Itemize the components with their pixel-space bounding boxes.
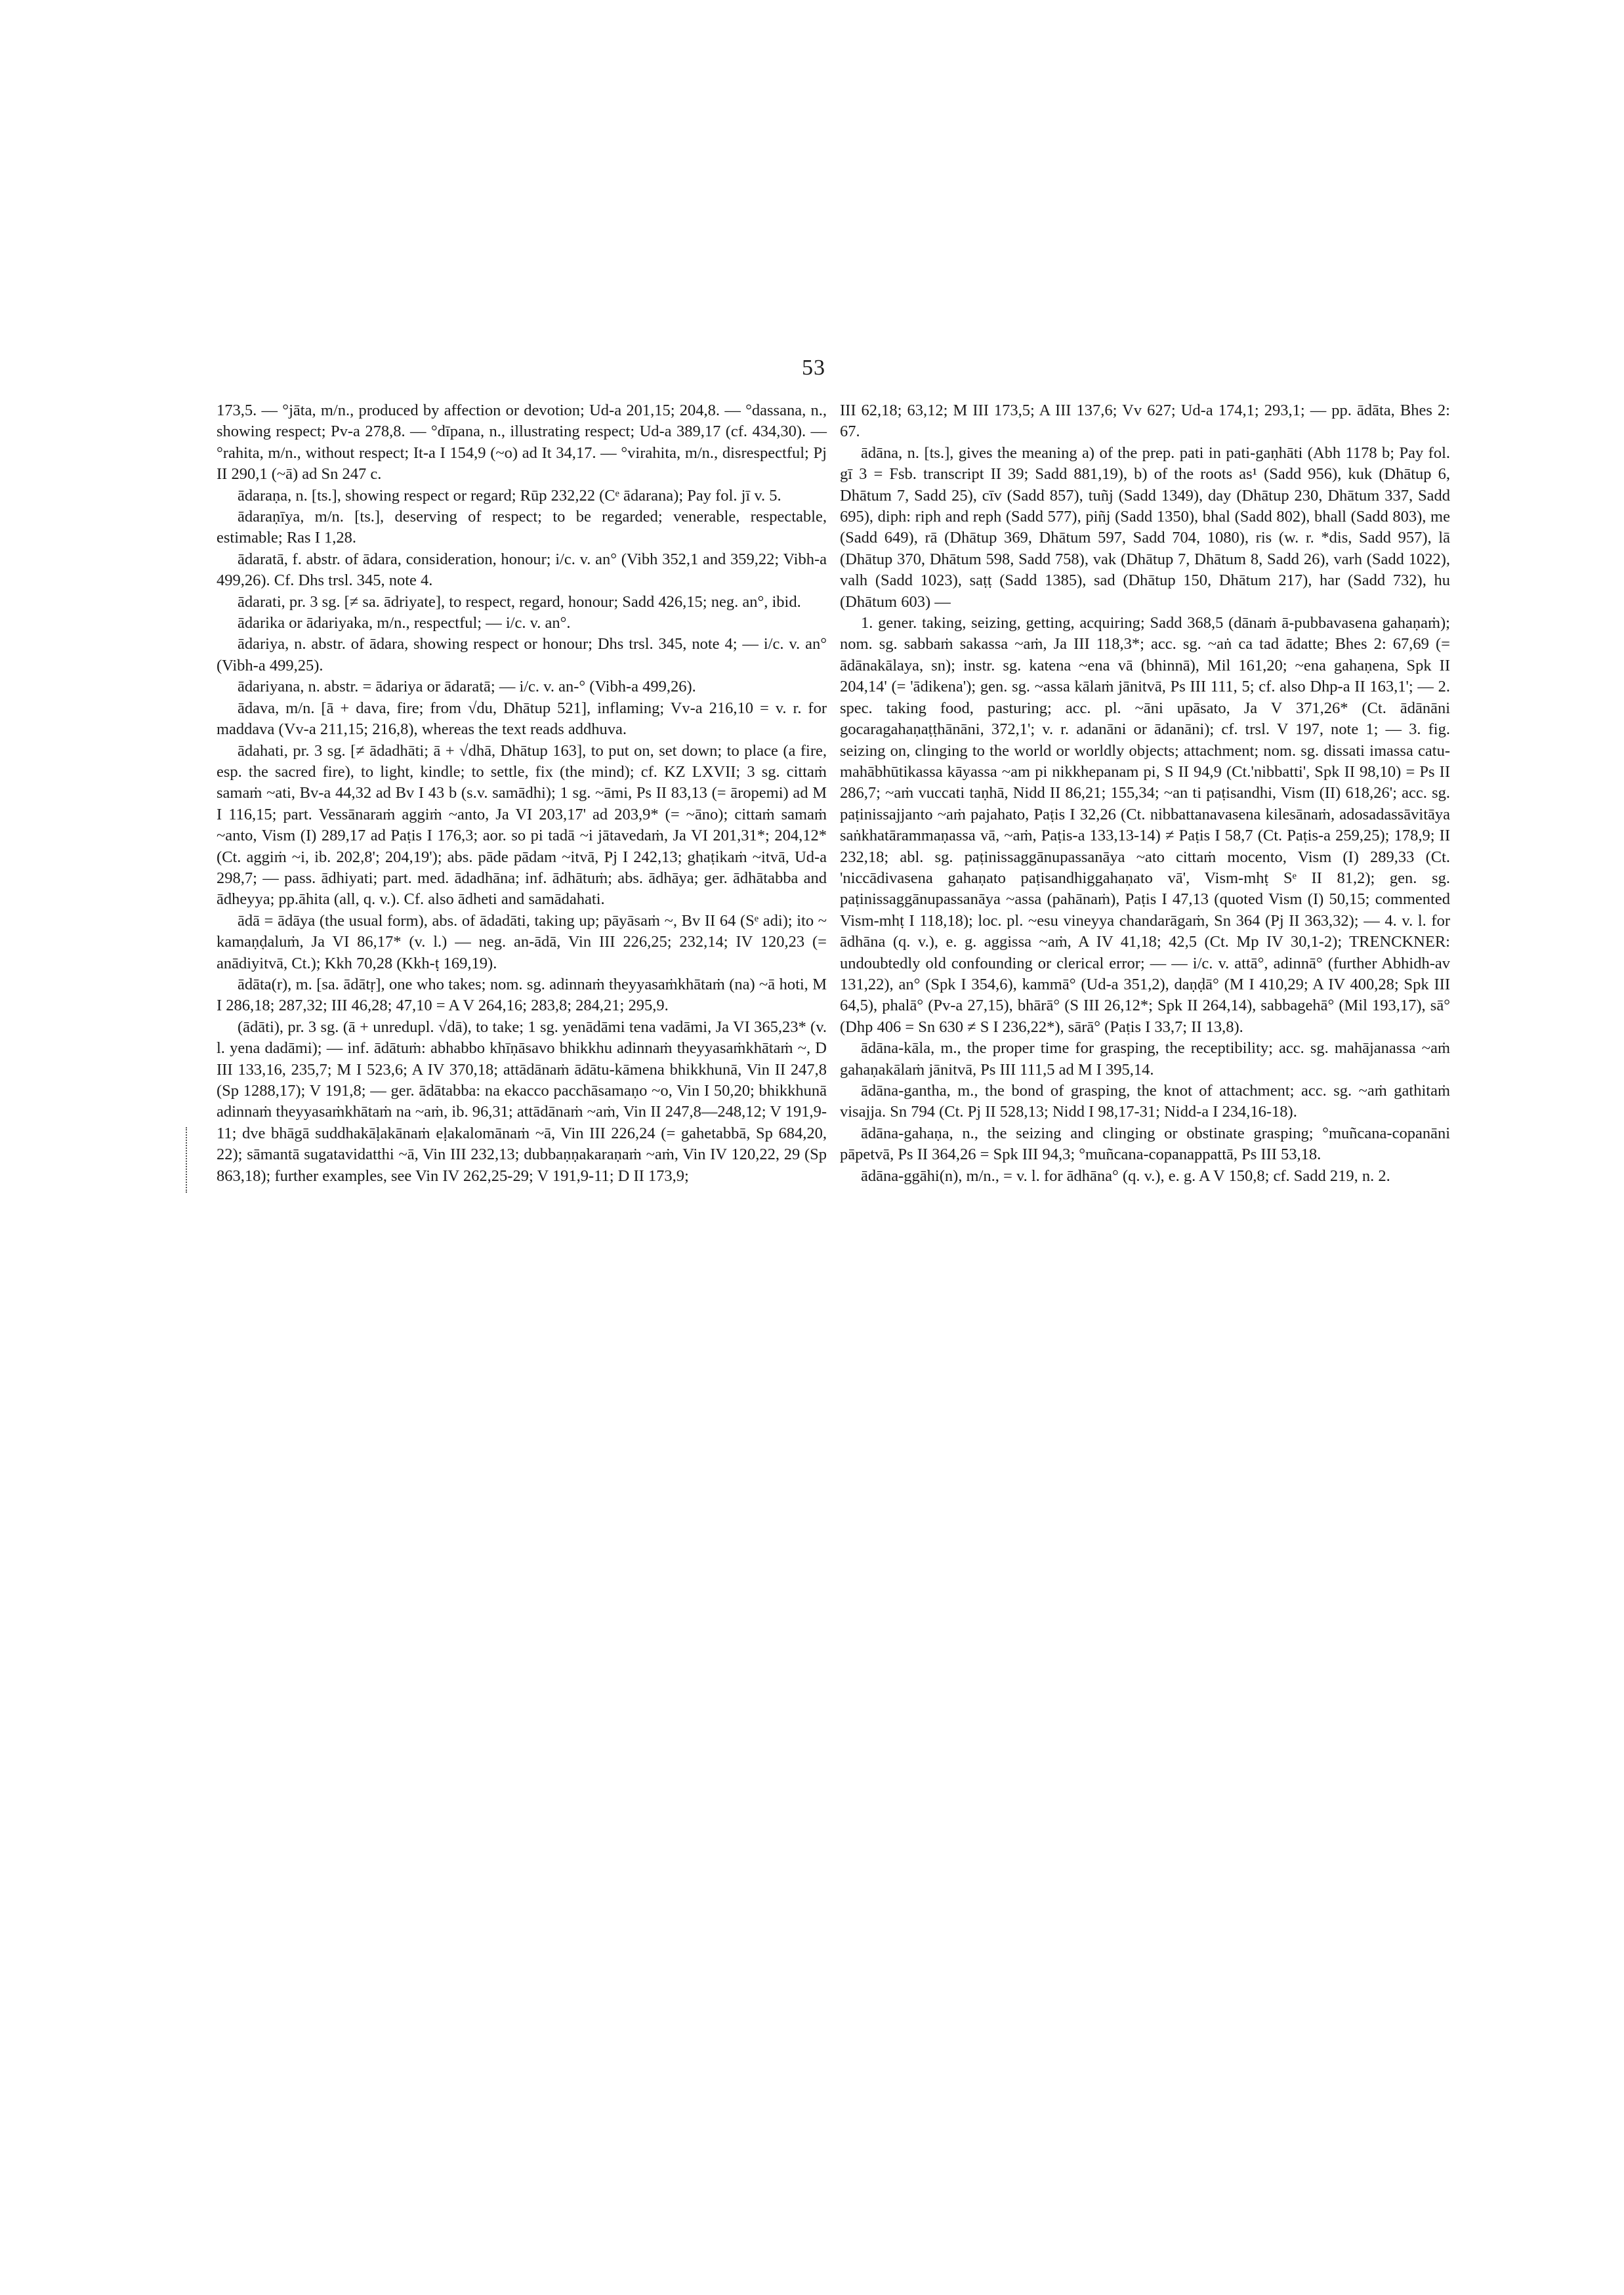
left-column [217, 400, 827, 1187]
right-column [840, 400, 1450, 1187]
dictionary-entry: ādāna, n. [ts.], gives the meaning a) of the prep. pati in pati-gaṇhāti (Abh 1178 b; Pay fol. gī 3 = Fsb. transcript II 39; Sadd 881,19), b) of the roots as¹ (Sadd 956), kuk (Dhātup 6, Dhātum 7, Sadd 25), cīv (Sadd 857), tuñj (Sadd 1349), day (Dhātup 230, Dhātum 337, Sadd 695), diph: riph and reph (Sadd 577), piñj (Sadd 1350), bhal (Sadd 802), bhall (Sadd 803), me (Sadd 649), rā (Dhātup 369, Dhātum 597, Sadd 704, 1080), ris (w. r. *dis, Sadd 957), lā (Dhātup 370, Dhātum 598, Sadd 758), vak (Dhātup 7, Dhātum 8, Sadd 26), varh (Sadd 1022), valh (Sadd 1023), saṭṭ (Sadd 1385), sad (Dhātup 150, Dhātum 217), har (Sadd 732), hu (Dhātum 603) — [840, 444, 1450, 611]
dictionary-entry: 173,5. — °jāta, m/n., produced by affection or devotion; Ud-a 201,15; 204,8. — °dassana, n., showing respect; Pv-a 278,8. — °dīpana, n., illustrating respect; Ud-a 389,17 (cf. 434,30). — °rahita, m/n., without respect; It-a I 154,9 (~o) ad It 34,17. — °virahita, m/n., disrespectful; Pj II 290,1 (~ā) ad Sn 247 c. [217, 402, 827, 484]
dictionary-entry: ādaratā, f. abstr. of ādara, consideration, honour; i/c. v. an° (Vibh 352,1 and 359,22; Vibh-a 499,26). Cf. Dhs trsl. 345, note 4. [217, 550, 827, 590]
dictionary-entry: ādāna-ggāhi(n), m/n., = v. l. for ādhāna° (q. v.), e. g. A V 150,8; cf. Sadd 219, n. 2. [861, 1167, 1390, 1185]
dictionary-entry: ādā = ādāya (the usual form), abs. of ādadāti, taking up; pāyāsaṁ ~, Bv II 64 (Sᵉ adi); ito ~ kamaṇḍaluṁ, Ja VI 86,17* (v. l.) — neg. an-ādā, Vin III 226,25; 232,14; IV 120,23 (= anādiyitvā, Ct.); Kkh 70,28 (Kkh-ṭ 169,19). [217, 911, 827, 972]
dictionary-entry: ādariya, n. abstr. of ādara, showing respect or honour; Dhs trsl. 345, note 4; — i/c. v. an° (Vibh-a 499,25). [217, 635, 827, 674]
margin-mark [186, 1127, 190, 1193]
dictionary-entry: ādarika or ādariyaka, m/n., respectful; — i/c. v. an°. [238, 614, 571, 632]
dictionary-entry: ādāna-gantha, m., the bond of grasping, the knot of attachment; acc. sg. ~aṁ gathitaṁ visajja. Sn 794 (Ct. Pj II 528,13; Nidd I 98,17-31; Nidd-a I 234,16-18). [840, 1082, 1450, 1121]
dictionary-entry: ādāna-gahaṇa, n., the seizing and clinging or obstinate grasping; °muñcana-copanāni pāpetvā, Ps II 364,26 = Spk III 94,3; °muñcana-copanappattā, Ps III 53,18. [840, 1124, 1450, 1164]
dictionary-entry: III 62,18; 63,12; M III 173,5; A III 137,6; Vv 627; Ud-a 174,1; 293,1; — pp. ādāta, Bhes 2: 67. [840, 402, 1450, 441]
dictionary-entry: ādaraṇa, n. [ts.], showing respect or regard; Rūp 232,22 (Cᵉ ādarana); Pay fol. jī v. 5. [238, 486, 781, 505]
dictionary-entry: ādāna-kāla, m., the proper time for grasping, the receptibility; acc. sg. mahājanassa ~aṁ gahaṇakālaṁ jānitvā, Ps III 111,5 ad M I 395,14. [840, 1039, 1450, 1079]
page-number: 53 [802, 356, 825, 380]
dictionary-entry: ādariyana, n. abstr. = ādariya or ādaratā; — i/c. v. an-° (Vibh-a 499,26). [238, 678, 696, 696]
dictionary-entry: (ādāti), pr. 3 sg. (ā + unredupl. √dā), to take; 1 sg. yenādāmi tena vadāmi, Ja VI 365,23* (v. l. yena dadāmi); — inf. ādātuṁ: abhabbo khīṇāsavo bhikkhu adinnaṁ theyyasaṁkhātaṁ ~, D III 133,16, 235,7; M I 523,6; A IV 370,18; attādānaṁ ādātu-kāmena bhikkhunā, Vin II 247,8 (Sp 1288,17); V 191,8; — ger. ādātabba: na ekacco pacchāsamaṇo ~o, Vin I 50,20; bhikkhunā adinnaṁ theyyasaṁkhātaṁ na ~aṁ, ib. 96,31; attādānaṁ ~aṁ, Vin II 247,8—248,12; V 191,9-11; dve bhāgā suddhakāḷakānaṁ eḷakalomānaṁ ~ā, Vin III 226,24 (= gahetabbā, Sp 684,20, 22); sāmantā sugatavidatthi ~ā, Vin III 232,13; dubbaṇṇakaraṇaṁ ~aṁ, Vin IV 120,22, 29 (Sp 863,18); further examples, see Vin IV 262,25-29; V 191,9-11; D II 173,9; [217, 1018, 827, 1185]
dictionary-entry: ādarati, pr. 3 sg. [≠ sa. ādriyate], to respect, regard, honour; Sadd 426,15; neg. an°, ibid. [238, 592, 801, 611]
dictionary-entry: ādāta(r), m. [sa. ādātṛ], one who takes; nom. sg. adinnaṁ theyyasaṁkhātaṁ (na) ~ā hoti, M I 286,18; 287,32; III 46,28; 47,10 = A V 264,16; 283,8; 284,21; 295,9. [217, 975, 827, 1015]
dictionary-entry: ādaraṇīya, m/n. [ts.], deserving of respect; to be regarded; venerable, respectable, estimable; Ras I 1,28. [217, 508, 827, 547]
dictionary-entry: ādahati, pr. 3 sg. [≠ ādadhāti; ā + √dhā, Dhātup 163], to put on, set down; to place (a fire, esp. the sacred fire), to light, kindle; to settle, fix (the mind); cf. KZ LXVII; 3 sg. cittaṁ samaṁ ~ati, Bv-a 44,32 ad Bv I 43 b (s.v. samādhi); 1 sg. ~āmi, Ps II 83,13 (= āropemi) ad M I 116,15; part. Vessānaraṁ aggiṁ ~anto, Ja VI 203,17' ad 203,9* (= ~āno); cittaṁ samaṁ ~anto, Vism (I) 289,17 ad Paṭis I 176,3; aor. so pi tadā ~i jātavedaṁ, Ja VI 201,31*; 204,12* (Ct. aggiṁ ~i, ib. 202,8'; 204,19'); abs. pāde pādam ~itvā, Pj I 242,13; ghaṭikaṁ ~itvā, Ud-a 298,7; — pass. ādhiyati; part. med. ādadhāna; inf. ādhātuṁ; abs. ādhāya; ger. ādhātabba and ādheyya; pp.āhita (all, q. v.). Cf. also ādheti and samādahati. [217, 741, 827, 909]
dictionary-entry: ādava, m/n. [ā + dava, fire; from √du, Dhātup 521], inflaming; Vv-a 216,10 = v. r. for maddava (Vv-a 211,15; 216,8), whereas the text reads addhuva. [217, 699, 827, 739]
dictionary-entry: 1. gener. taking, seizing, getting, acquiring; Sadd 368,5 (dānaṁ ā-pubbavasena gahaṇaṁ); nom. sg. sabbaṁ sakassa ~aṁ, Ja III 118,3*; acc. sg. ~aṅ ca tad ādatte; Bhes 2: 67,69 (= ādānakālaya, sn); instr. sg. katena ~ena vā (bhinnā), Mil 161,20; ~ena gahaṇena, Spk II 204,14' (= 'ādikena'); gen. sg. ~assa kālaṁ jānitvā, Ps III 111, 5; cf. also Dhp-a II 163,1'; — 2. spec. taking food, pasturing; acc. pl. ~āni upāsato, Ja V 371,26* (Ct. ādānāni gocaragahaṇaṭṭhānāni, 372,1'; v. r. adanāni or ādanāni); cf. trsl. V 197, note 1; — 3. fig. seizing on, clinging to the world or worldly objects; attachment; nom. sg. dissati imassa catu-mahābhūtikassa kāyassa ~am pi nikkhepanam pi, S II 94,9 (Ct.'nibbatti', Spk II 98,10) = Ps II 286,7; ~aṁ vuccati taṇhā, Nidd II 86,21; 155,34; ~an ti paṭisandhi, Vism (II) 618,26'; acc. sg. paṭinissajjanto ~aṁ pajahato, Paṭis I 32,26 (Ct. nibbattanavasena kilesānaṁ, adosadassāvitāya saṅkhatārammaṇassa vā, ~aṁ, Paṭis-a 133,13-14) ≠ Paṭis I 58,7 (Ct. Paṭis-a 259,25); 178,9; II 232,18; abl. sg. paṭinissaggānupassanāya ~ato cittaṁ mocento, Vism (I) 289,33 (Ct. 'niccādivasena gahaṇato paṭisandhiggahaṇato vā', Vism-mhṭ Sᵉ II 81,2); gen. sg. paṭinissaggānupassanāya ~assa (pahānaṁ), Paṭis I 47,13 (quoted Vism (I) 50,15; commented Vism-mhṭ I 118,18); loc. pl. ~esu vineyya chandarāgaṁ, Sn 364 (Pj II 363,32); — 4. v. l. for ādhāna (q. v.), e. g. aggissa ~aṁ, A IV 41,18; 42,5 (Ct. Mp IV 30,1-2); TRENCKNER: undoubtedly old confounding or clerical error; — — i/c. v. attā°, adinnā° (further Abhidh-av 131,22), an° (Spk I 354,6), kammā° (Ud-a 351,2), daṇḍā° (M I 410,29; A IV 400,28; Spk III 64,5), phalā° (Pv-a 27,15), bhārā° (S III 26,12*; Spk II 264,14), sabbagehā° (Mil 193,17), sā° (Dhp 406 = Sn 630 ≠ S I 236,22*), sārā° (Paṭis I 33,7; II 13,8). [840, 614, 1450, 1036]
